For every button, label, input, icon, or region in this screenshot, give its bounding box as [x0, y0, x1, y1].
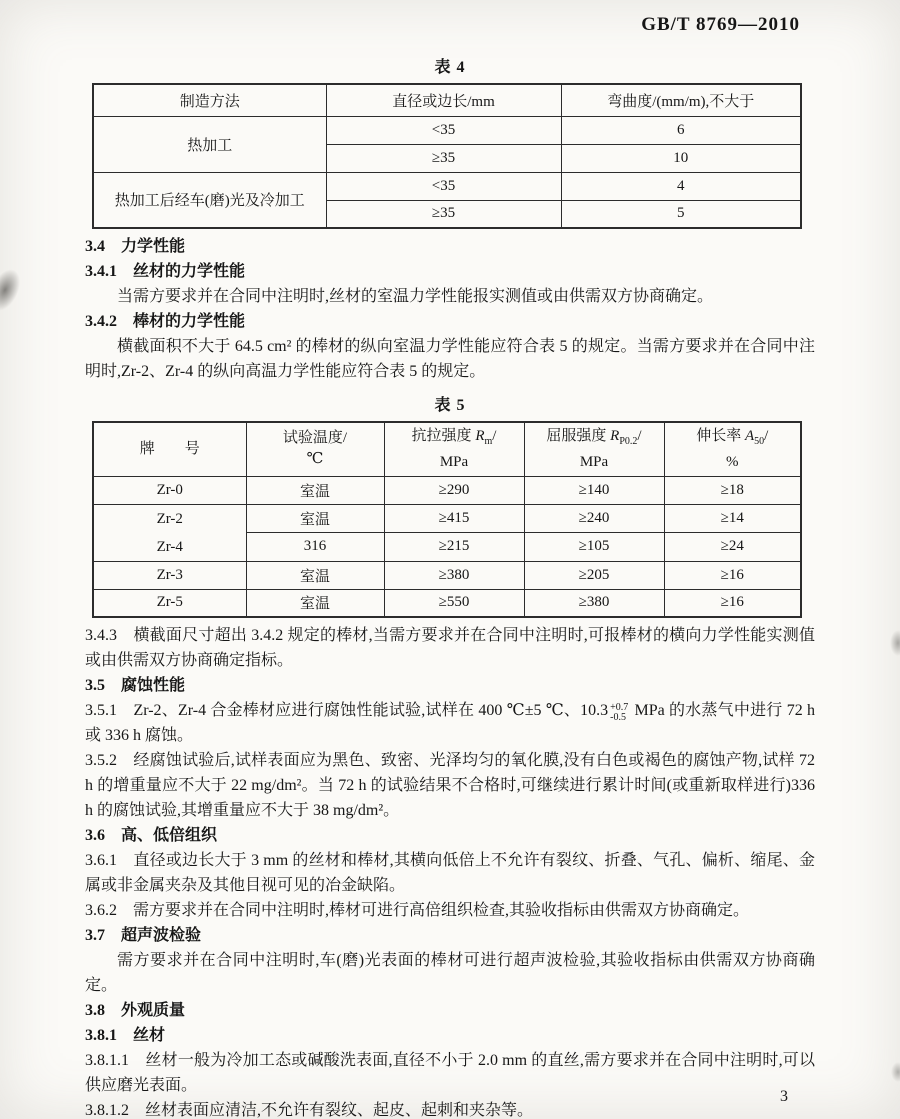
- table5-cell-rp: ≥240: [524, 504, 664, 533]
- table5-cell-grade: Zr-0: [93, 476, 246, 504]
- table5-cell-temp: 室温: [246, 589, 384, 617]
- paragraph-3-8-1-1: 3.8.1.1 丝材一般为冷加工态或碱酸洗表面,直径不小于 2.0 mm 的直丝,需方要求并在合同中注明时,可以供应磨光表面。: [85, 1052, 815, 1094]
- table5-mechanical-properties: [92, 421, 802, 618]
- table5-header-grade: 牌 号: [93, 422, 246, 476]
- page-number: 3: [780, 1088, 788, 1105]
- scan-artifact: [891, 1062, 900, 1082]
- heading-3-5: 3.5 腐蚀性能: [85, 677, 186, 694]
- paragraph-3-4-2: 横截面积不大于 64.5 cm² 的棒材的纵向室温力学性能应符合表 5 的规定。当需方要求并在合同中注明时,Zr-2、Zr-4 的纵向高温力学性能应符合表 5 的规定。: [85, 338, 815, 380]
- table5-cell-grade: Zr-3: [93, 561, 246, 589]
- table5-cell-rp: ≥140: [524, 476, 664, 504]
- table-row: [93, 561, 801, 589]
- paragraph-3-5-1: 3.5.1 Zr-2、Zr-4 合金棒材应进行腐蚀性能试验,试样在 400 ℃±5 ℃、10.3 +0.7 -0.5 MPa 的水蒸气中进行 72 h 或 336 h 腐蚀。: [85, 702, 815, 744]
- table5-header-row: [93, 422, 801, 476]
- heading-3-8: 3.8 外观质量: [85, 1002, 186, 1019]
- table5-header-temperature: 试验温度/ ℃: [246, 422, 384, 476]
- heading-3-8-1: 3.8.1 丝材: [85, 1027, 166, 1044]
- paragraph-3-8-1-2: 3.8.1.2 丝材表面应清洁,不允许有裂纹、起皮、起刺和夹杂等。: [85, 1102, 534, 1119]
- table-row: [93, 476, 801, 504]
- table4-header-size: 直径或边长/mm: [326, 84, 561, 116]
- table5-cell-temp: 316: [246, 533, 384, 562]
- sections-after-table5: [85, 623, 815, 1119]
- paragraph-3-5-2: 3.5.2 经腐蚀试验后,试样表面应为黑色、致密、光泽均匀的氧化膜,没有白色或褐色的腐蚀产物,试样 72 h 的增重量应不大于 22 mg/dm²。当 72 h 的试验结果不合格时,可继续进行累计时间(或重新取样进行)336 h 的腐蚀试验,其增重量应不大于 38 mg/dm²。: [85, 752, 815, 819]
- heading-3-4-1: 3.4.1 丝材的力学性能: [85, 263, 246, 280]
- scan-artifact: [0, 265, 26, 316]
- table5-cell-grade: Zr-5: [93, 589, 246, 617]
- paragraph-3-6-2: 3.6.2 需方要求并在合同中注明时,棒材可进行高倍组织检查,其验收指标由供需双方协商确定。: [85, 902, 750, 919]
- table5-cell-temp: 室温: [246, 476, 384, 504]
- scan-artifact: [890, 630, 900, 656]
- table4-cell-size: <35: [326, 116, 561, 144]
- table5-cell-a: ≥18: [664, 476, 801, 504]
- table4-cell-bend: 6: [561, 116, 801, 144]
- paragraph-3-7: 需方要求并在合同中注明时,车(磨)光表面的棒材可进行超声波检验,其验收指标由供需双方协商确定。: [85, 952, 815, 994]
- table5-header-yield-strength: 屈服强度 $R_{P0.2}/$ MPa: [524, 422, 664, 476]
- table4-bend-tolerance: [92, 83, 802, 229]
- table4-header-method: 制造方法: [93, 84, 326, 116]
- table5-cell-rp: ≥105: [524, 533, 664, 562]
- paragraph-3-6-1: 3.6.1 直径或边长大于 3 mm 的丝材和棒材,其横向低倍上不允许有裂纹、折叠、气孔、偏析、缩尾、金属或非金属夹杂及其他目视可见的冶金缺陷。: [85, 852, 815, 894]
- heading-3-4-2: 3.4.2 棒材的力学性能: [85, 313, 246, 330]
- table4-cell-size: ≥35: [326, 144, 561, 172]
- table5-cell-rp: ≥380: [524, 589, 664, 617]
- section-3-4: [85, 234, 815, 384]
- table5-cell-rm: ≥215: [384, 533, 524, 562]
- table4-cell-bend: 4: [561, 172, 801, 200]
- standard-code: GB/T 8769—2010: [641, 14, 800, 35]
- table4-cell-method: 热加工: [93, 116, 326, 172]
- tolerance-stack: +0.7 -0.5: [610, 702, 629, 723]
- table5-header-elongation: 伸长率 $A_{50}/$ %: [664, 422, 801, 476]
- paragraph-3-4-3: 3.4.3 横截面尺寸超出 3.4.2 规定的棒材,当需方要求并在合同中注明时,可报棒材的横向力学性能实测值或由供需双方协商确定指标。: [85, 627, 815, 669]
- heading-3-4: 3.4 力学性能: [85, 238, 186, 255]
- table5-cell-a: ≥16: [664, 589, 801, 617]
- table-row: [93, 172, 801, 200]
- heading-3-6: 3.6 高、低倍组织: [85, 827, 218, 844]
- table5-cell-a: ≥24: [664, 533, 801, 562]
- table5-cell-rp: ≥205: [524, 561, 664, 589]
- table4-cell-size: ≥35: [326, 200, 561, 228]
- table4-caption: 表 4: [434, 59, 466, 76]
- table5-header-tensile-strength: 抗拉强度 $R_m/$ MPa: [384, 422, 524, 476]
- table4-cell-bend: 5: [561, 200, 801, 228]
- table4-header-row: [93, 84, 801, 116]
- table5-cell-temp: 室温: [246, 504, 384, 533]
- table5-cell-a: ≥14: [664, 504, 801, 533]
- table5-cell-rm: ≥415: [384, 504, 524, 533]
- table4-cell-method: 热加工后经车(磨)光及冷加工: [93, 172, 326, 228]
- paragraph-3-4-1: 当需方要求并在合同中注明时,丝材的室温力学性能报实测值或由供需双方协商确定。: [117, 288, 714, 305]
- table5-cell-rm: ≥290: [384, 476, 524, 504]
- table-row: [93, 589, 801, 617]
- table4-cell-bend: 10: [561, 144, 801, 172]
- heading-3-7: 3.7 超声波检验: [85, 927, 202, 944]
- table4-header-bend: 弯曲度/(mm/m),不大于: [561, 84, 801, 116]
- table5-caption: 表 5: [434, 397, 466, 414]
- table-row: [93, 504, 801, 533]
- table5-cell-grade-merged: Zr-2 Zr-4: [93, 504, 246, 561]
- table-row: [93, 116, 801, 144]
- table5-cell-temp: 室温: [246, 561, 384, 589]
- table5-cell-a: ≥16: [664, 561, 801, 589]
- table5-cell-rm: ≥550: [384, 589, 524, 617]
- table4-cell-size: <35: [326, 172, 561, 200]
- document-content: [85, 40, 815, 1119]
- table5-cell-rm: ≥380: [384, 561, 524, 589]
